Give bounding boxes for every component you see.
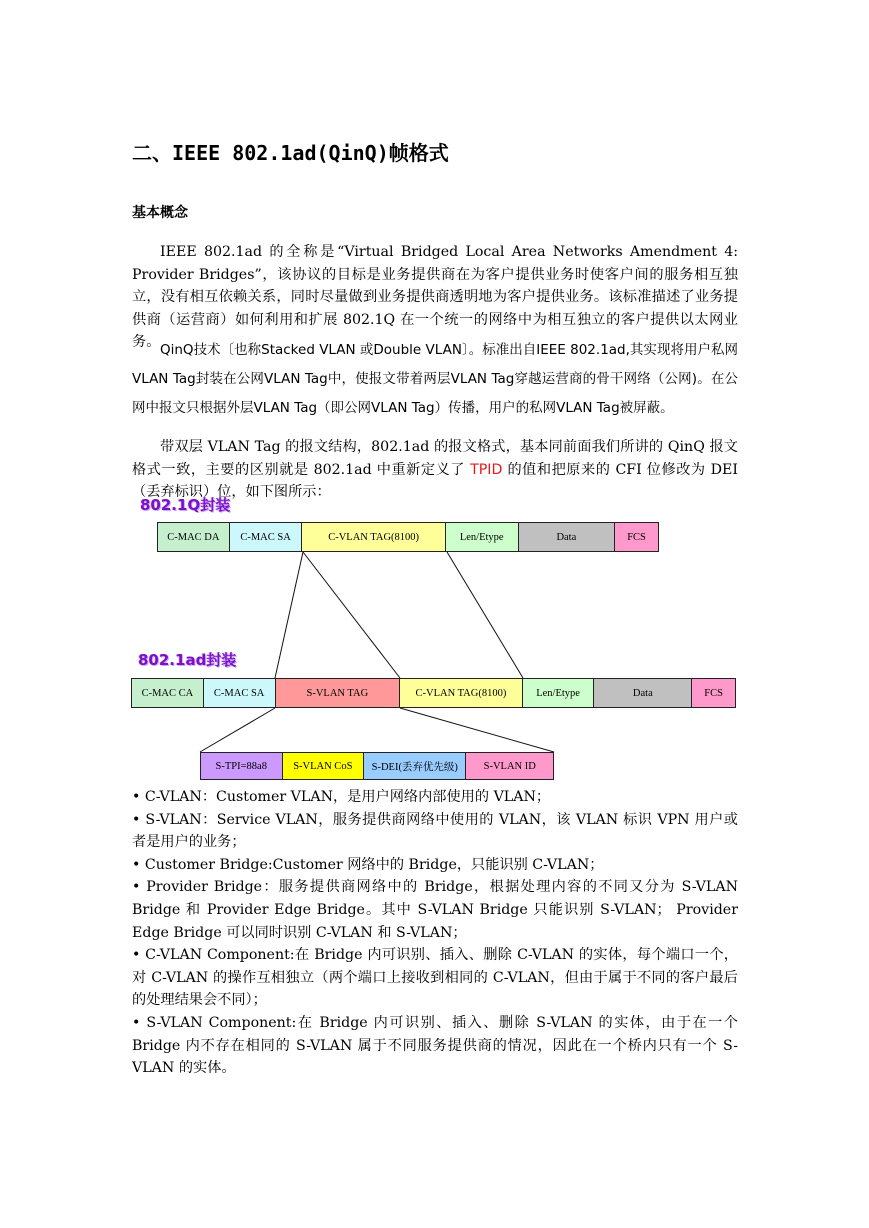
connector-line <box>303 552 400 678</box>
paragraph-qinq: QinQ技术〔也称Stacked VLAN 或Double VLAN〕。标准出自IEEE 802.1ad,其实现将用户私网VLAN Tag封装在公网VLAN Tag中，使报文带着两层VLAN Tag穿越运营商的骨干网络（公网)。在公网中报文只根据外层VLAN Tag（即公网VLAN Tag）传播，用户的私网VLAN Tag被屏蔽。 <box>132 341 738 416</box>
tpid-highlight: TPID <box>470 461 503 478</box>
field-cell: S-TPI=88a8 <box>201 753 283 779</box>
field-cell: FCS <box>692 679 735 707</box>
connector-line <box>275 552 303 678</box>
field-cell: S-DEI(丢弃优先级) <box>364 753 466 779</box>
field-cell: Data <box>519 523 616 551</box>
list-item: • C-VLAN：Customer VLAN，是用户网络内部使用的 VLAN； <box>132 789 551 805</box>
field-cell: Len/Etype <box>446 523 519 551</box>
field-cell: C-VLAN TAG(8100) <box>302 523 445 551</box>
paragraph-intro: IEEE 802.1ad 的全称是“Virtual Bridged Local Area Networks Amendment 4: Provider Bridges”，该协议的目标是业务提供商在为客户提供业务时使客户间的服务相互独立，没有相互依赖关系，同时尽量做到业务提供商透明地为客户提供业务。该标准描述了业务提供商（运营商）如何利用和扩展 802.1Q 在一个统一的网络中为相互独立的客户提供以太网业务。 <box>132 244 738 351</box>
connector-line <box>200 708 275 752</box>
list-item: • Customer Bridge:Customer 网络中的 Bridge，只能识别 C-VLAN； <box>132 856 604 873</box>
list-item: • S-VLAN：Service VLAN，服务提供商网络中使用的 VLAN，该 VLAN 标识 VPN 用户或者是用户的业务； <box>132 811 738 851</box>
field-cell: Len/Etype <box>523 679 595 707</box>
field-cell: S-VLAN TAG <box>276 679 401 707</box>
connector-line <box>400 708 554 752</box>
field-cell: C-MAC CA <box>132 679 204 707</box>
frame-8021q <box>157 522 659 552</box>
field-cell: FCS <box>615 523 658 551</box>
list-item: • S-VLAN Component:在 Bridge 内可识别、插入、删除 S-VLAN 的实体，由于在一个 Bridge 内不存在相同的 S-VLAN 属于不同服务提供商的情况，因此在一个桥内只有一个 S-VLAN 的实体。 <box>132 1014 738 1077</box>
field-cell: S-VLAN ID <box>466 753 553 779</box>
field-cell: C-MAC SA <box>230 523 303 551</box>
paragraph-text-before: 带双层 VLAN Tag 的报文结构，802.1ad 的报文格式，基本同前面我们所讲的 QinQ 报文格式一致，主要的区别就是 802.1ad 中重新定义了 <box>132 439 738 478</box>
diagram-label-8021q: 802.1Q封装 <box>140 496 231 514</box>
connector-line <box>447 552 523 678</box>
paragraph-text-after: 的值和把原来的 CFI 位修改为 DEI（丢弃标识）位，如下图所示： <box>132 461 738 501</box>
field-cell: C-MAC DA <box>158 523 230 551</box>
frame-stag-detail <box>200 752 554 780</box>
field-cell: C-VLAN TAG(8100) <box>400 679 523 707</box>
page-title: 二、IEEE 802.1ad(QinQ)帧格式 <box>132 141 449 165</box>
field-cell: S-VLAN CoS <box>283 753 365 779</box>
list-item: • Provider Bridge：服务提供商网络中的 Bridge，根据处理内容的不同又分为 S-VLAN Bridge 和 Provider Edge Bridge。其中 S-VLAN Bridge 只能识别 S-VLAN； Provider Edge Bridge 可以同时识别 C-VLAN 和 S-VLAN； <box>132 879 738 941</box>
field-cell: Data <box>594 679 692 707</box>
field-cell: C-MAC SA <box>204 679 276 707</box>
section-heading: 基本概念 <box>132 205 188 221</box>
definition-list <box>132 786 738 1080</box>
list-item: • C-VLAN Component:在 Bridge 内可识别、插入、删除 C-VLAN 的实体，每个端口一个，对 C-VLAN 的操作互相独立（两个端口上接收到相同的 C-VLAN，但由于属于不同的客户最后的处理结果会不同）； <box>132 947 738 1009</box>
diagram-label-8021ad: 802.1ad封装 <box>138 651 237 669</box>
frame-8021ad <box>131 678 736 708</box>
